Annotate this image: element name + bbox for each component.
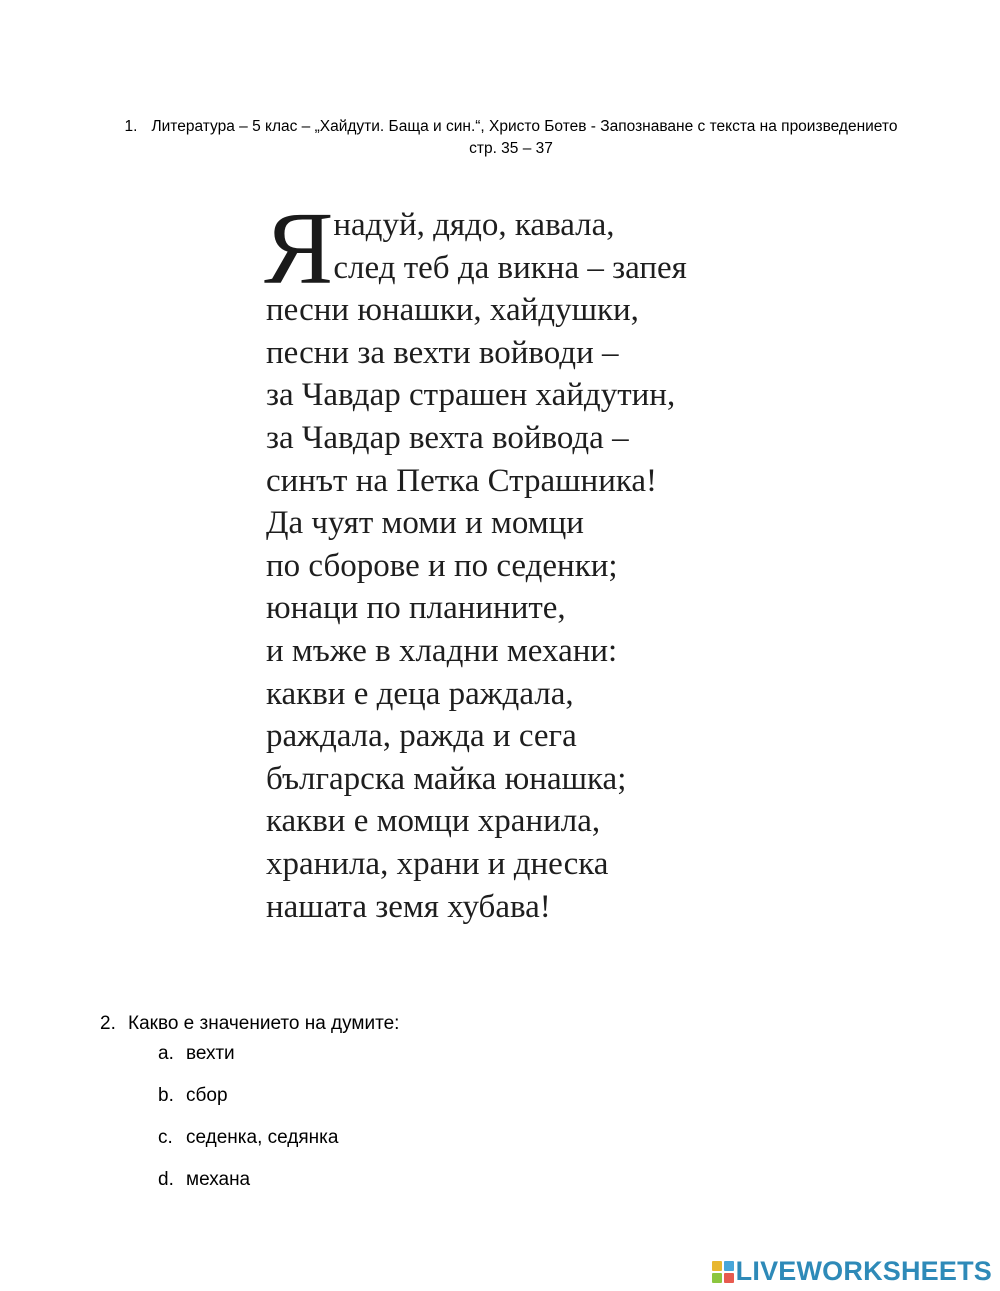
option-c (158, 1126, 338, 1168)
logo-block (724, 1261, 734, 1271)
poem-line: синът на Петка Страшника! (266, 462, 658, 499)
option-d (158, 1168, 338, 1210)
question-1-text: Литература – 5 клас – „Хайдути. Баща и син.“, Христо Ботев - Запознаване с текста на произведението (151, 118, 898, 135)
option-a (158, 1042, 338, 1084)
poem-line: Да чуят моми и момци (266, 505, 584, 542)
liveworksheets-logo (712, 1256, 992, 1287)
poem-line: песни за вехти войводи – (266, 334, 619, 371)
question-2-text: Какво е значението на думите: (128, 1013, 400, 1034)
question-2-number: 2. (100, 1013, 116, 1034)
poem-line: за Чавдар вехта войвода – (266, 419, 629, 456)
poem-line: раждала, ражда и сега (266, 718, 577, 755)
poem-line: за Чавдар страшен хайдутин, (266, 377, 676, 414)
question-2-options (158, 1042, 338, 1210)
logo-blocks-icon (712, 1261, 734, 1283)
poem-line: хранила, храни и днеска (266, 845, 609, 882)
option-text: седенка, седянка (186, 1127, 339, 1148)
logo-text: LIVEWORKSHEETS (735, 1256, 992, 1286)
option-letter: b. (158, 1085, 174, 1106)
option-letter: a. (158, 1043, 174, 1064)
question-1-pages: стр. 35 – 37 (469, 140, 553, 157)
poem (264, 191, 746, 928)
option-text: сбор (186, 1085, 228, 1106)
poem-line: песни юнашки, хайдушки, (266, 292, 639, 329)
question-2 (100, 1012, 399, 1036)
logo-block (724, 1273, 734, 1283)
poem-line: юнаци по планините, (266, 590, 566, 627)
option-text: механа (186, 1169, 251, 1190)
poem-line: българска майка юнашка; (266, 760, 627, 797)
poem-line: след теб да викна – запея (333, 249, 687, 286)
poem-line: и мъже в хладни механи: (266, 632, 618, 669)
question-1 (96, 116, 926, 160)
option-letter: d. (158, 1169, 174, 1190)
option-text: вехти (186, 1043, 235, 1064)
poem-line: нашата земя хубава! (266, 888, 551, 925)
option-letter: c. (158, 1127, 173, 1148)
poem-dropcap: Я (264, 191, 334, 306)
poem-line: по сборове и по седенки; (266, 547, 618, 584)
poem-line: какви е деца раждала, (266, 675, 574, 712)
poem-line: какви е момци хранила, (266, 803, 601, 840)
poem-line: надуй, дядо, кавала, (333, 207, 615, 243)
option-b (158, 1084, 338, 1126)
logo-block (712, 1261, 722, 1271)
question-1-number: 1. (124, 118, 138, 135)
logo-block (712, 1273, 722, 1283)
